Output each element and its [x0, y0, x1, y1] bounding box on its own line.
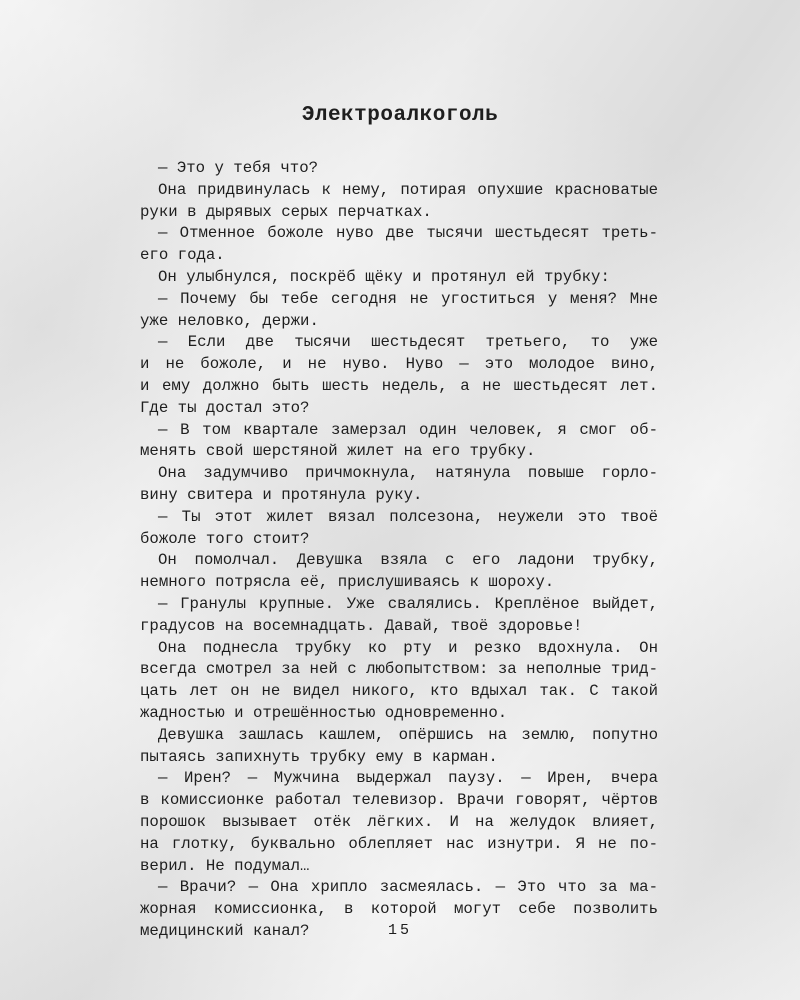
text-line: — Ты этот жилет вязал полсезона, неужели это твоё: [158, 507, 658, 526]
text-line: вину свитера и протянула руку.: [140, 485, 423, 504]
page-number: 15: [387, 922, 412, 939]
text-line: менять свой шерстяной жилет на его трубку.: [140, 442, 536, 461]
text-line: жадностью и отрешённостью одновременно.: [140, 703, 508, 722]
text-line: Он улыбнулся, поскрёб щёку и протянул ей трубку:: [158, 267, 610, 286]
text-line: — В том квартале замерзал один человек, я смог об-: [158, 420, 658, 439]
text-line: божоле того стоит?: [140, 529, 310, 548]
text-line: — Это у тебя что?: [158, 159, 319, 177]
text-line: пытаясь запихнуть трубку ему в карман.: [140, 747, 498, 766]
text-line: порошок вызывает отёк лёгких. И на желудок влияет,: [140, 812, 658, 831]
text-line: уже неловко, держи.: [140, 311, 319, 330]
text-line: Она поднесла трубку ко рту и резко вдохнула. Он: [158, 638, 658, 657]
text-line: верил. Не подумал…: [140, 856, 310, 875]
text-line: медицинский канал?: [140, 921, 310, 940]
text-line: Девушка зашлась кашлем, опёршись на землю, попутно: [158, 725, 658, 744]
text-line: — Врачи? — Она хрипло засмеялась. — Это что за ма-: [158, 878, 658, 897]
text-line: — Ирен? — Мужчина выдержал паузу. — Ирен, вчера: [158, 769, 658, 788]
text-line: — Гранулы крупные. Уже свалялись. Креплёное выйдет,: [158, 594, 658, 613]
text-line: его года.: [140, 246, 225, 265]
text-line: Он помолчал. Девушка взяла с его ладони трубку,: [158, 551, 658, 570]
text-line: и не божоле, и не нуво. Нуво — это молодое вино,: [140, 355, 658, 374]
text-line: и ему должно быть шесть недель, а не шестьдесят лет.: [140, 376, 658, 395]
chapter-body: [140, 158, 658, 943]
text-line: градусов на восемнадцать. Давай, твоё здоровье!: [140, 616, 583, 635]
text-line: на глотку, буквально облепляет нас изнутри. Я не по-: [140, 834, 658, 853]
text-line: Она придвинулась к нему, потирая опухшие красноватые: [158, 180, 658, 199]
text-line: Где ты достал это?: [140, 398, 310, 417]
text-line: руки в дырявых серых перчатках.: [140, 202, 432, 221]
text-line: цать лет он не видел никого, кто вдыхал так. С такой: [140, 682, 658, 701]
text-line: — Если две тысячи шестьдесят третьего, то уже: [158, 333, 658, 352]
text-line: в комиссионке работал телевизор. Врачи говорят, чёртов: [140, 791, 658, 810]
text-line: немного потрясла её, прислушиваясь к шороху.: [140, 573, 555, 592]
text-line: всегда смотрел за ней с любопытством: за неполные трид-: [140, 660, 658, 679]
text-line: — Отменное божоле нуво две тысячи шестьдесят треть-: [158, 224, 658, 243]
chapter-title: Электроалкоголь: [301, 104, 499, 127]
text-line: Она задумчиво причмокнула, натянула повыше горло-: [158, 464, 658, 483]
text-line: жорная комиссионка, в которой могут себе позволить: [140, 900, 658, 919]
text-line: — Почему бы тебе сегодня не угоститься у меня? Мне: [158, 289, 658, 308]
